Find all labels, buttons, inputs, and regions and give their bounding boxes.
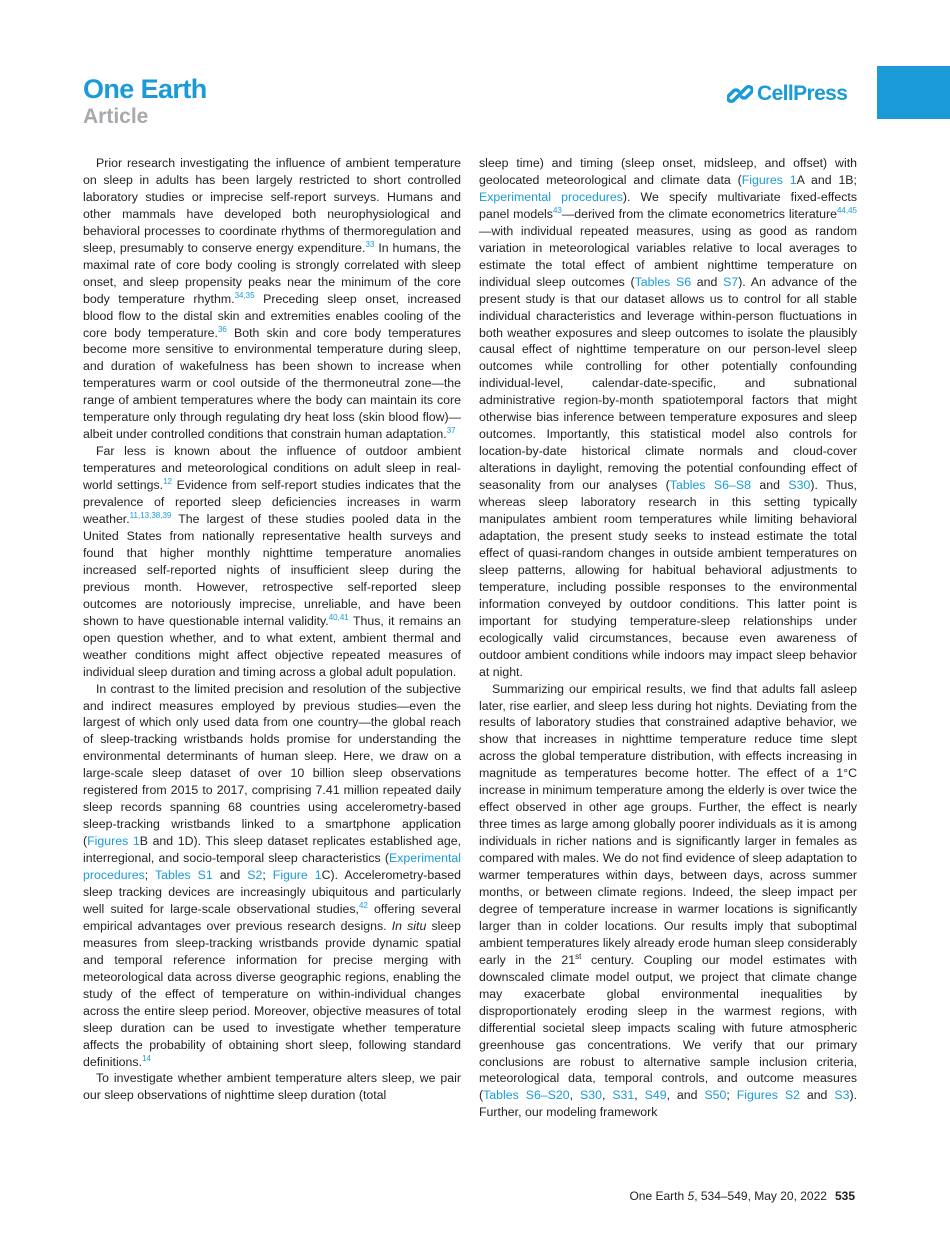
ordinal-suffix: st (575, 951, 582, 961)
table-link[interactable]: S2 (247, 868, 263, 883)
left-column (83, 155, 461, 1104)
reference-citation[interactable]: 36 (217, 324, 227, 334)
reference-citation[interactable]: 33 (365, 239, 375, 249)
table-link[interactable]: Tables S6–S20 (483, 1088, 570, 1103)
reference-citation[interactable]: 34,35 (234, 290, 255, 300)
table-link[interactable]: S30 (788, 478, 811, 493)
table-link[interactable]: S50 (704, 1088, 727, 1103)
paragraph-continuation: sleep time) and timing (sleep onset, midsleep, and offset) with geolocated meteorological and climate data (Figures 1A and 1B; Experimental procedures). We specify multivariate fixed-effects panel models$^{43}$—derived from the climate econometrics literature$^{44,45}$—with individual repeated measures, using as good as random variation in meteorological variables relative to local averages to estimate the total effect of ambient nighttime temperature on individual sleep outcomes (Tables S6 and S7). An advance of the present study is that our dataset allows us to control for all stable individual characteristics and leverage within-person fluctuations in both weather exposures and sleep outcomes to isolate the plausibly causal effect of nighttime temperature on our person-level sleep outcomes while controlling for other potentially confounding individual-level, calendar-date-specific, and subnational administrative region-by-month spatiotemporal factors that might otherwise bias inference between temperature exposures and sleep outcomes. Importantly, this statistical model also controls for location-by-date historical climate normals and cloud-cover alterations in daylight, removing the potential confounding effect of seasonality from our analyses (Tables S6–S8 and S30). Thus, whereas sleep laboratory research in this setting typically manipulates ambient room temperatures while limiting behavioral adaptation, the present study seeks to instead estimate the total effect of quasi-random changes in outside ambient temperatures on sleep patterns, allowing for habitual behavioral adjustments to temperature, including possible responses to the environmental information conveyed by outdoor conditions. This latter point is important for studying temperature-sleep relationships under ecologically valid circumstances, because even awareness of outdoor ambient conditions while indoors may impact sleep behavior at night. (479, 156, 857, 679)
table-link[interactable]: S30 (580, 1088, 602, 1103)
footer-citation: , 534–549, May 20, 2022 (694, 1189, 827, 1203)
figure-link[interactable]: Figure 1 (272, 868, 322, 883)
reference-citation[interactable]: 44,45 (836, 205, 857, 215)
right-column (479, 155, 857, 1121)
paragraph: To investigate whether ambient temperature alters sleep, we pair our sleep observations of nighttime sleep duration (total (83, 1071, 461, 1103)
figure-link[interactable]: Figures 1 (87, 834, 140, 849)
table-link[interactable]: S31 (612, 1088, 635, 1103)
paragraph: In contrast to the limited precision and resolution of the subjective and indirect measures employed by previous studies—even the largest of which only used data from one country—the global reach of sleep-tracking wristbands holds promise for understanding the environmental determinants of human sleep. Here, we draw on a large-scale sleep dataset of over 10 billion sleep observations registered from 2015 to 2017, comprising 7.41 million repeated daily sleep records spanning 68 countries using accelerometry-based sleep-tracking wristbands linked to a smartphone application (Figures 1B and 1D). This sleep dataset replicates established age, interregional, and socio-temporal sleep characteristics (Experimental procedures; Tables S1 and S2; Figure 1C). Accelerometry-based sleep tracking devices are increasingly ubiquitous and particularly well suited for large-scale observational studies,$^{42}$ offering several empirical advantages over previous research designs. In situ sleep measures from sleep-tracking wristbands provide dynamic spatial and temporal reference information for precise merging with meteorological data across diverse geographic regions, enabling the study of the effect of temperature on within-individual changes across the entire sleep period. Moreover, objective measures of total sleep duration can be used to investigate whether temperature affects the probability of obtaining short sleep, following standard definitions.$^{14}$ (83, 681, 461, 1069)
reference-citation[interactable]: 14 (142, 1053, 151, 1063)
section-link[interactable]: Experimental procedures (83, 851, 461, 883)
figure-link[interactable]: S3 (834, 1088, 850, 1103)
cellpress-link-icon (727, 81, 753, 107)
section-link[interactable]: Experimental procedures (479, 189, 623, 204)
article-type-label: Article (83, 105, 149, 128)
table-link[interactable]: S49 (644, 1088, 667, 1103)
footer-volume: 5 (687, 1189, 695, 1203)
table-link[interactable]: Tables S6–S8 (669, 478, 751, 493)
paragraph: Summarizing our empirical results, we find that adults fall asleep later, rise earlier, and sleep less during hot nights. Deviating from the results of laboratory studies that constrained adaptive behavior, we show that increases in nighttime temperature reduce time slept across the global temperature distribution, with effects increasing in magnitude as temperatures become hotter. The effect of a 1°C increase in minimum temperature among the elderly is over twice the effect observed in other age groups. Further, the effect is nearly three times as large among globally poorer individuals as it is among individuals in richer nations and is significantly larger in females as compared with males. We do not find evidence of sleep adaptation to warmer temperatures within days, between days, across summer months, or between climate regions. Indeed, the sleep impact per degree of temperature increase in warmer locations is significantly larger than in colder locations. Our results imply that suboptimal ambient temperatures likely already erode human sleep considerably early in the 21st century. Coupling our model estimates with downscaled climate model output, we project that climate change may exacerbate global environmental inequalities by disproportionately eroding sleep in the warmest regions, with differential societal sleep impacts scaling with future atmospheric greenhouse gas concentrations. We verify that our primary conclusions are robust to alternative sample inclusion criteria, meteorological data, temporal controls, and outcome measures (Tables S6–S20, S30, S31, S49, and S50; Figures S2 and S3). Further, our modeling framework (479, 681, 857, 1120)
reference-citation[interactable]: 12 (163, 477, 172, 486)
reference-citation[interactable]: 43 (552, 205, 562, 215)
paragraph: Far less is known about the influence of outdoor ambient temperatures and meteorological conditions on adult sleep in real-world settings.$^{12}$ Evidence from self-report studies indicates that the prevalence of reported sleep deficiencies increases in warm weather.$^{11,13,38,39}$ The largest of these studies pooled data in the United States from nationally representative health surveys and found that higher monthly nighttime temperature anomalies increased self-reported nights of insufficient sleep during the previous month. However, retrospective self-reported sleep outcomes are notoriously imprecise, unreliable, and have been shown to have questionable internal validity.$^{40,41}$ Thus, it remains an open question whether, and to what extent, ambient thermal and weather conditions might affect objective repeated measures of individual sleep duration and timing across a global adult population. (83, 444, 462, 679)
page-footer (629, 1188, 855, 1204)
table-link[interactable]: S7 (723, 274, 739, 289)
publisher-name: CellPress (757, 82, 848, 105)
table-link[interactable]: Tables S1 (154, 868, 213, 883)
page-number: 535 (834, 1189, 855, 1203)
reference-citation[interactable]: 40,41 (328, 612, 349, 622)
journal-title: One Earth (83, 74, 207, 104)
reference-citation[interactable]: 37 (446, 426, 456, 436)
footer-journal: One Earth (629, 1189, 688, 1203)
publisher-logo[interactable] (727, 80, 847, 108)
italic-term: In situ (391, 918, 427, 933)
corner-color-tab (877, 66, 950, 119)
reference-citation[interactable]: 42 (358, 900, 368, 910)
reference-citation[interactable]: 11,13,38,39 (129, 510, 172, 520)
table-link[interactable]: Tables S6 (634, 274, 692, 289)
figure-link[interactable]: Figures 1 (741, 172, 797, 187)
figure-link[interactable]: Figures S2 (736, 1088, 800, 1103)
paragraph: Prior research investigating the influence of ambient temperature on sleep in adults has been largely restricted to short controlled laboratory studies or imprecise self-report surveys. Humans and other mammals have developed both neurophysiological and behavioral processes to coordinate rhythms of thermoregulation and sleep, presumably to conserve energy expenditure.$^{33}$ In humans, the maximal rate of core body cooling is strongly correlated with sleep onset, and sleep propensity peaks near the minimum of the core body temperature rhythm.$^{34,35}$ Preceding sleep onset, increased blood flow to the distal skin and extremities enables cooling of the core body temperature.$^{36}$ Both skin and core body temperatures become more sensitive to environmental temperature during sleep, and duration of wakefulness has been shown to increase when temperatures warm or cool outside of the thermoneutral zone—the range of ambient temperatures where the body can maintain its core temperature only through regulating dry heat loss (skin blood flow)—albeit under controlled conditions that constrain human adaptation.$^{37}$ (83, 156, 461, 442)
